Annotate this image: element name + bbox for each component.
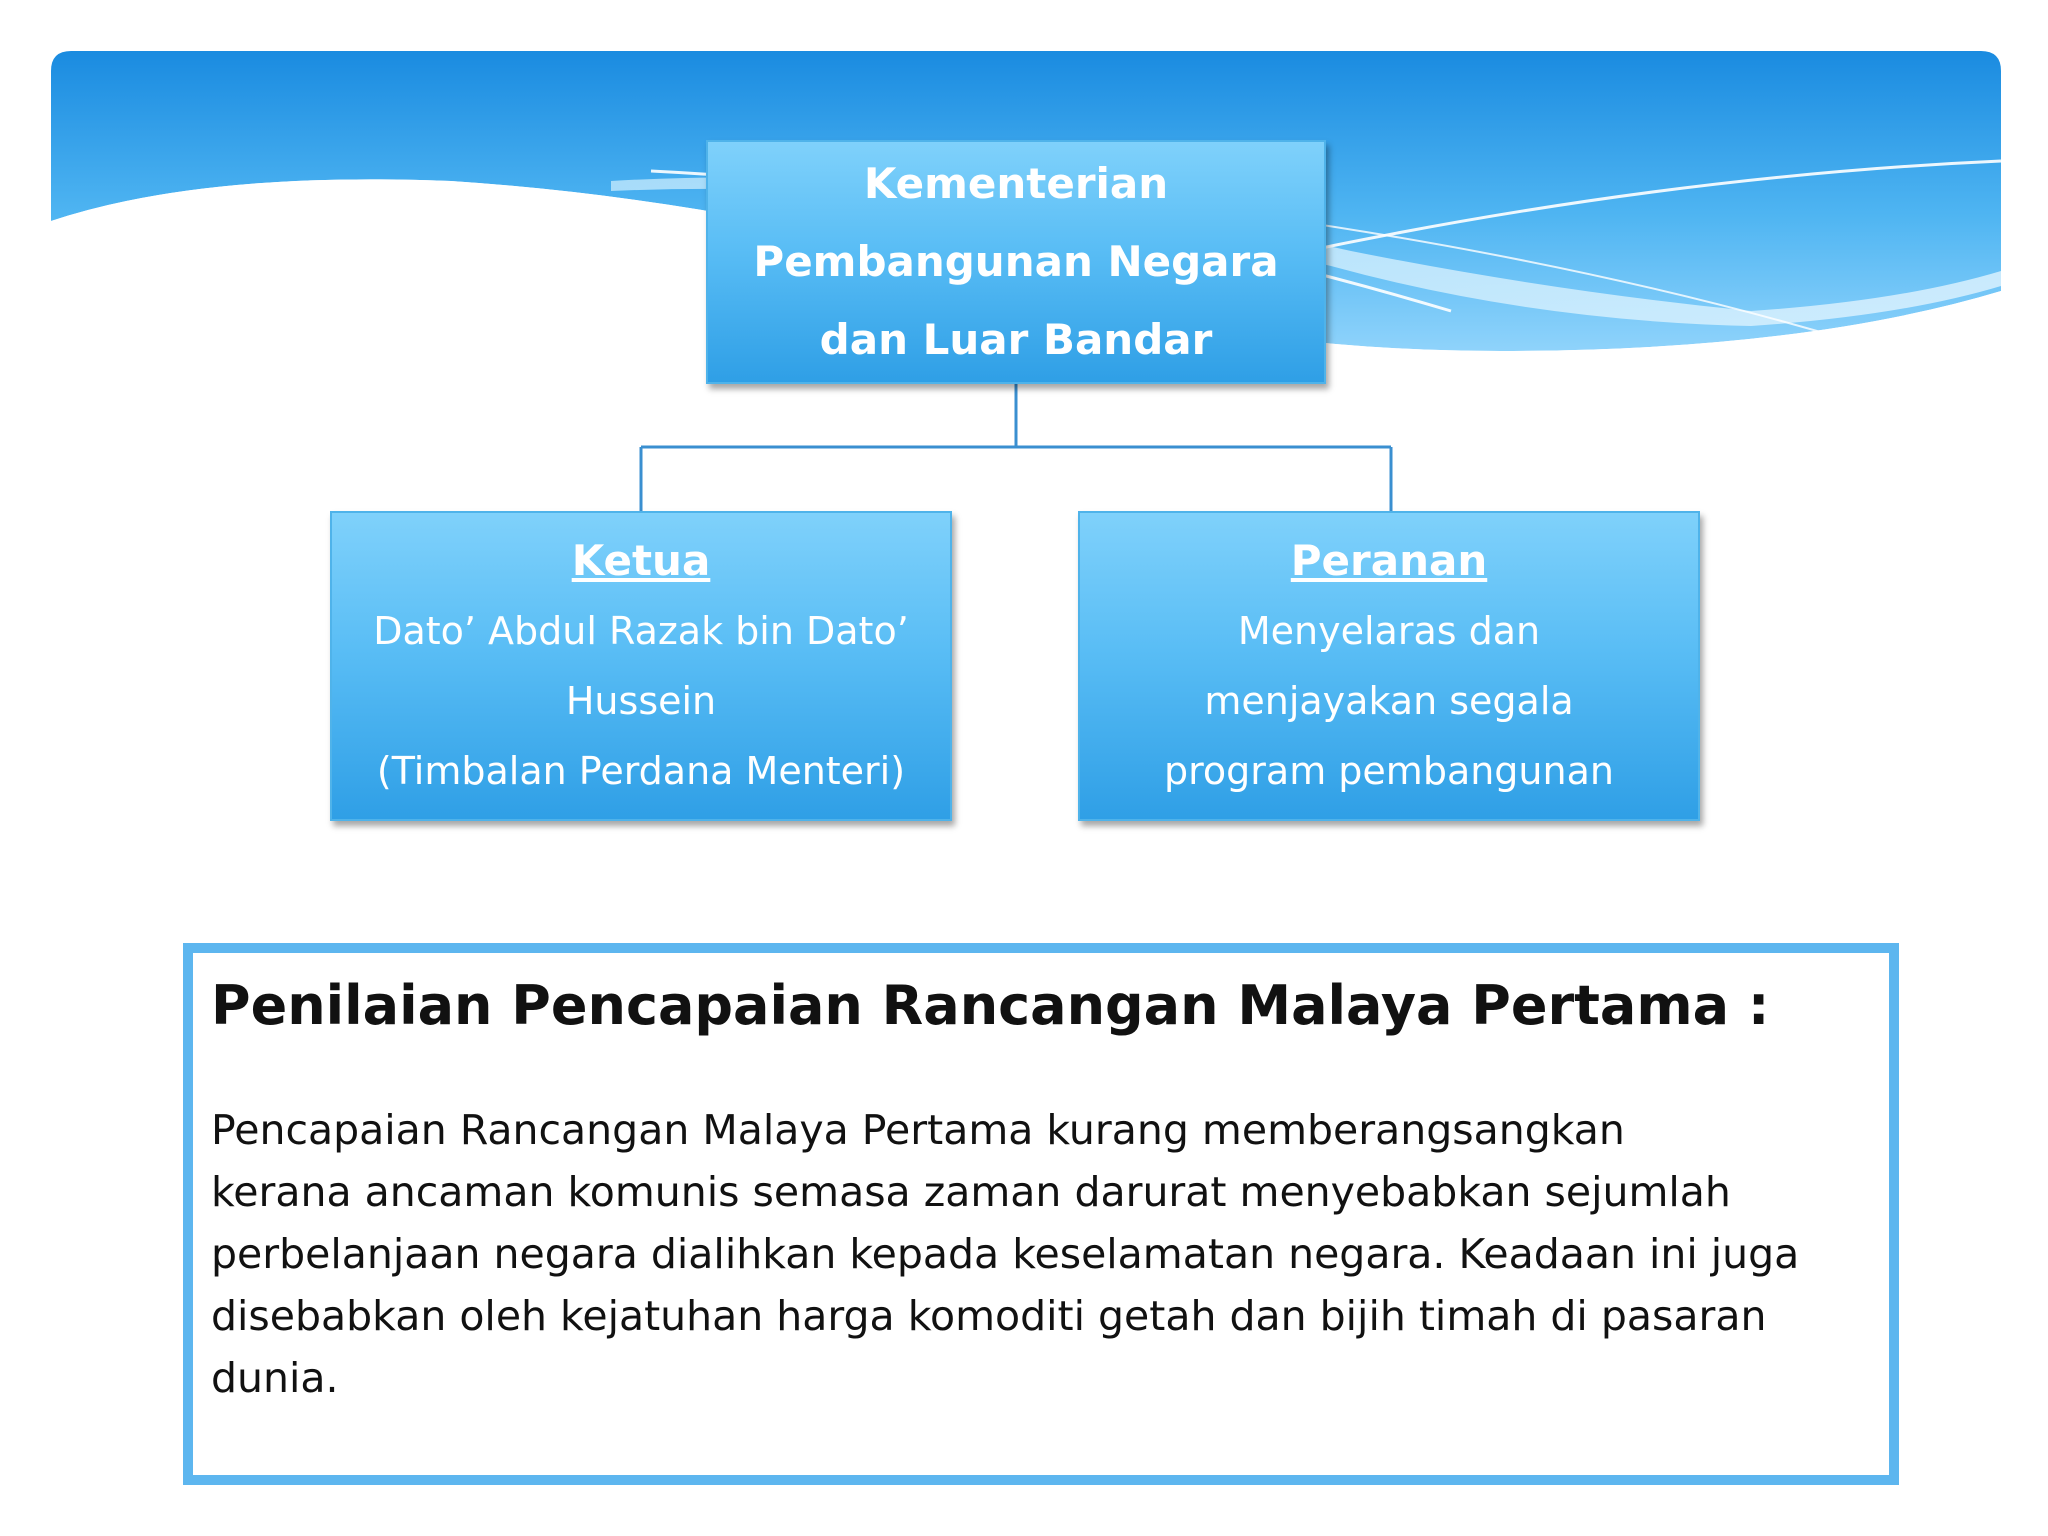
peranan-line-1: Menyelaras dan <box>1237 609 1541 653</box>
assessment-box <box>183 943 1899 1485</box>
ketua-line-1: Dato’ Abdul Razak bin Dato’ <box>373 609 909 653</box>
peranan-heading: Peranan <box>1290 536 1488 585</box>
assessment-title: Penilaian Pencapaian Rancangan Malaya Pertama : <box>211 974 1770 1037</box>
peranan-line-3: program pembangunan <box>1164 749 1614 793</box>
root-line-2: Pembangunan Negara <box>753 237 1279 286</box>
root-line-3: dan Luar Bandar <box>819 315 1213 364</box>
root-line-1: Kementerian <box>863 159 1169 208</box>
ketua-line-2: Hussein <box>565 679 717 723</box>
org-child-box-peranan <box>1078 511 1700 821</box>
peranan-line-2: menjayakan segala <box>1204 679 1574 723</box>
org-child-box-ketua <box>330 511 952 821</box>
ketua-heading: Ketua <box>571 536 711 585</box>
org-root-box-kementerian <box>706 140 1326 384</box>
ketua-line-3: (Timbalan Perdana Menteri) <box>376 749 906 793</box>
assessment-body: Pencapaian Rancangan Malaya Pertama kurang memberangsangkan kerana ancaman komunis semasa zaman darurat menyebabkan sejumlah perbelanjaan negara dialihkan kepada keselamatan negara. Keadaan ini juga disebabkan oleh kejatuhan harga komoditi getah dan bijih timah di pasaran dunia. <box>211 1106 1800 1402</box>
